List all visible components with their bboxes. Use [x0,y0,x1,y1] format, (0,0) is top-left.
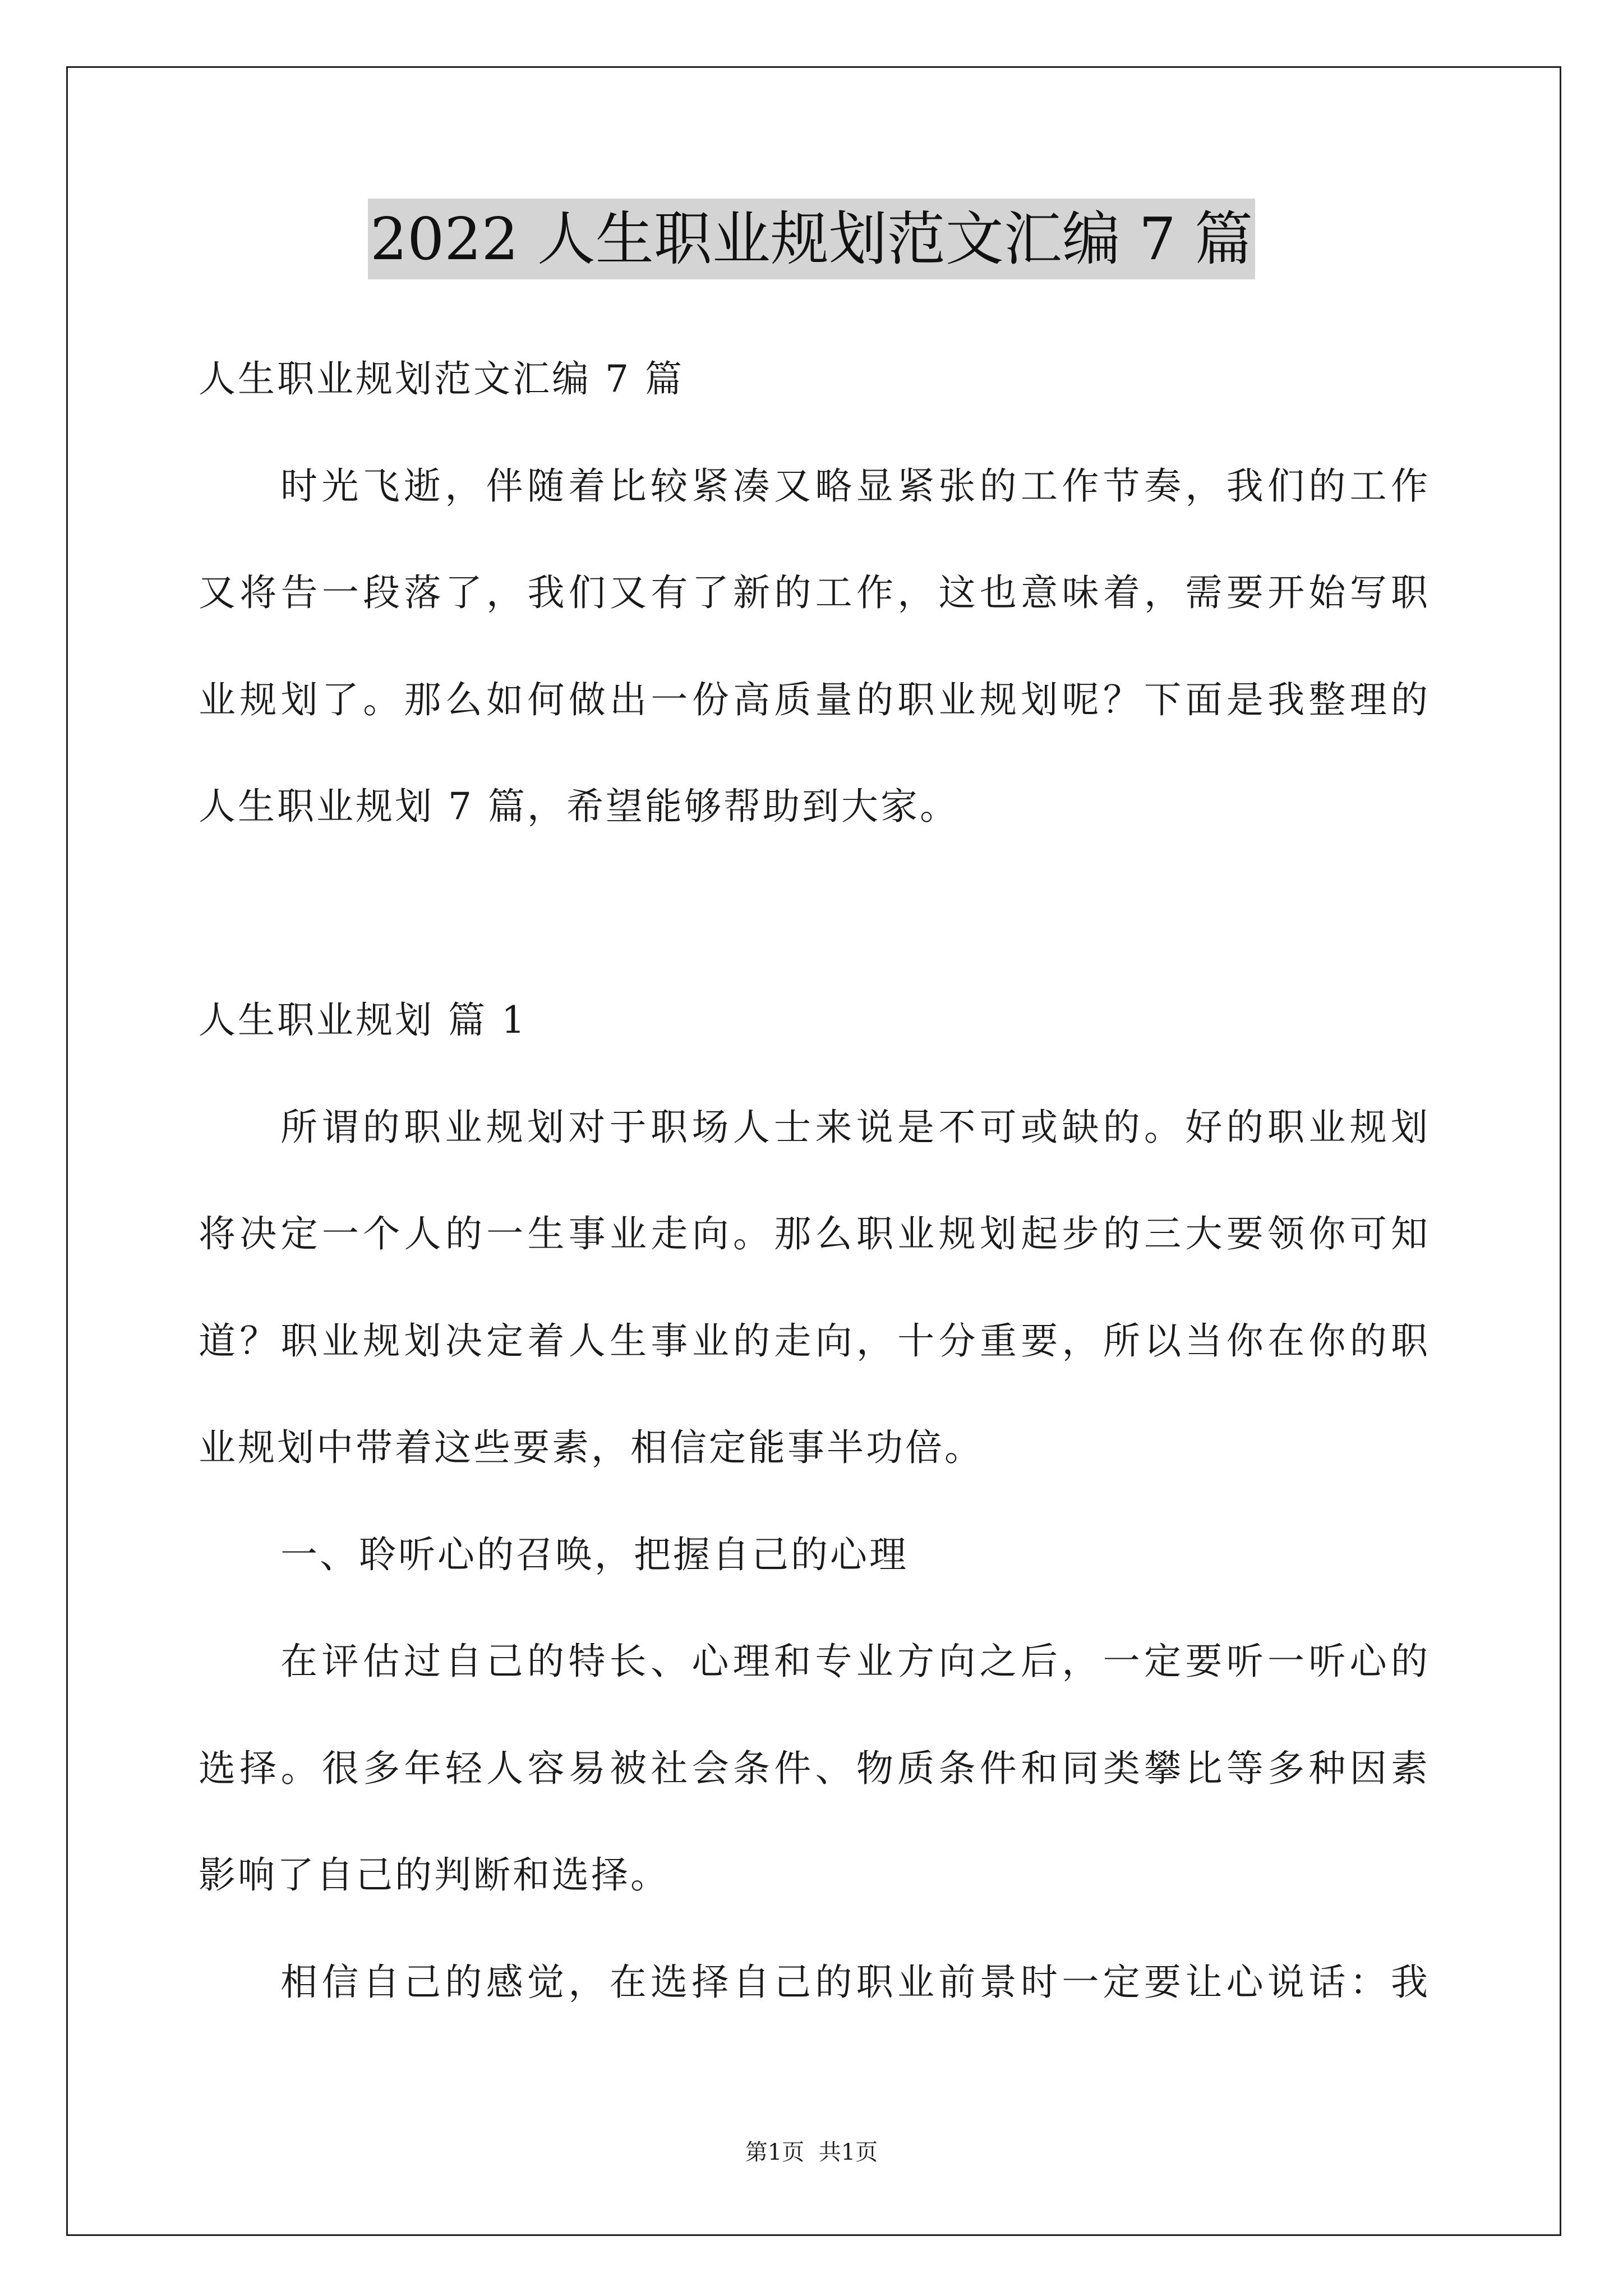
paragraph-line: 相信自己的感觉，在选择自己的职业前景时一定要让心说话：我 [280,1960,1428,2004]
paragraph-line: 将决定一个人的一生事业走向。那么职业规划起步的三大要领你可知 [199,1212,1428,1255]
intro-line: 人生职业规划 7 篇，希望能够帮助到大家。 [199,785,959,828]
intro-line: 又将告一段落了，我们又有了新的工作，这也意味着，需要开始写职 [199,571,1428,614]
subsection-heading: 一、聆听心的召唤，把握自己的心理 [280,1533,909,1576]
paragraph-line: 选择。很多年轻人容易被社会条件、物质条件和同类攀比等多种因素 [199,1746,1428,1790]
title-block [0,199,1623,279]
section-heading: 人生职业规划 篇 1 [199,999,527,1042]
document-body [199,326,1428,2036]
intro-line: 业规划了。那么如何做出一份高质量的职业规划呢？下面是我整理的 [199,678,1428,721]
document-title: 2022 人生职业规划范文汇编 7 篇 [368,199,1255,279]
intro-line: 时光飞逝，伴随着比较紧凑又略显紧张的工作节奏，我们的工作 [280,464,1428,508]
paragraph-line: 业规划中带着这些要素，相信定能事半功倍。 [199,1426,984,1469]
document-heading: 人生职业规划范文汇编 7 篇 [199,357,684,401]
paragraph-line: 道？职业规划决定着人生事业的走向，十分重要，所以当你在你的职 [199,1319,1428,1363]
paragraph-line: 在评估过自己的特长、心理和专业方向之后，一定要听一听心的 [280,1640,1428,1683]
page-footer: 第1页 共1页 [745,2139,878,2165]
paragraph-line: 所谓的职业规划对于职场人士来说是不可或缺的。好的职业规划 [280,1105,1428,1149]
blank-line [199,861,1428,968]
paragraph-line: 影响了自己的判断和选择。 [199,1853,670,1897]
